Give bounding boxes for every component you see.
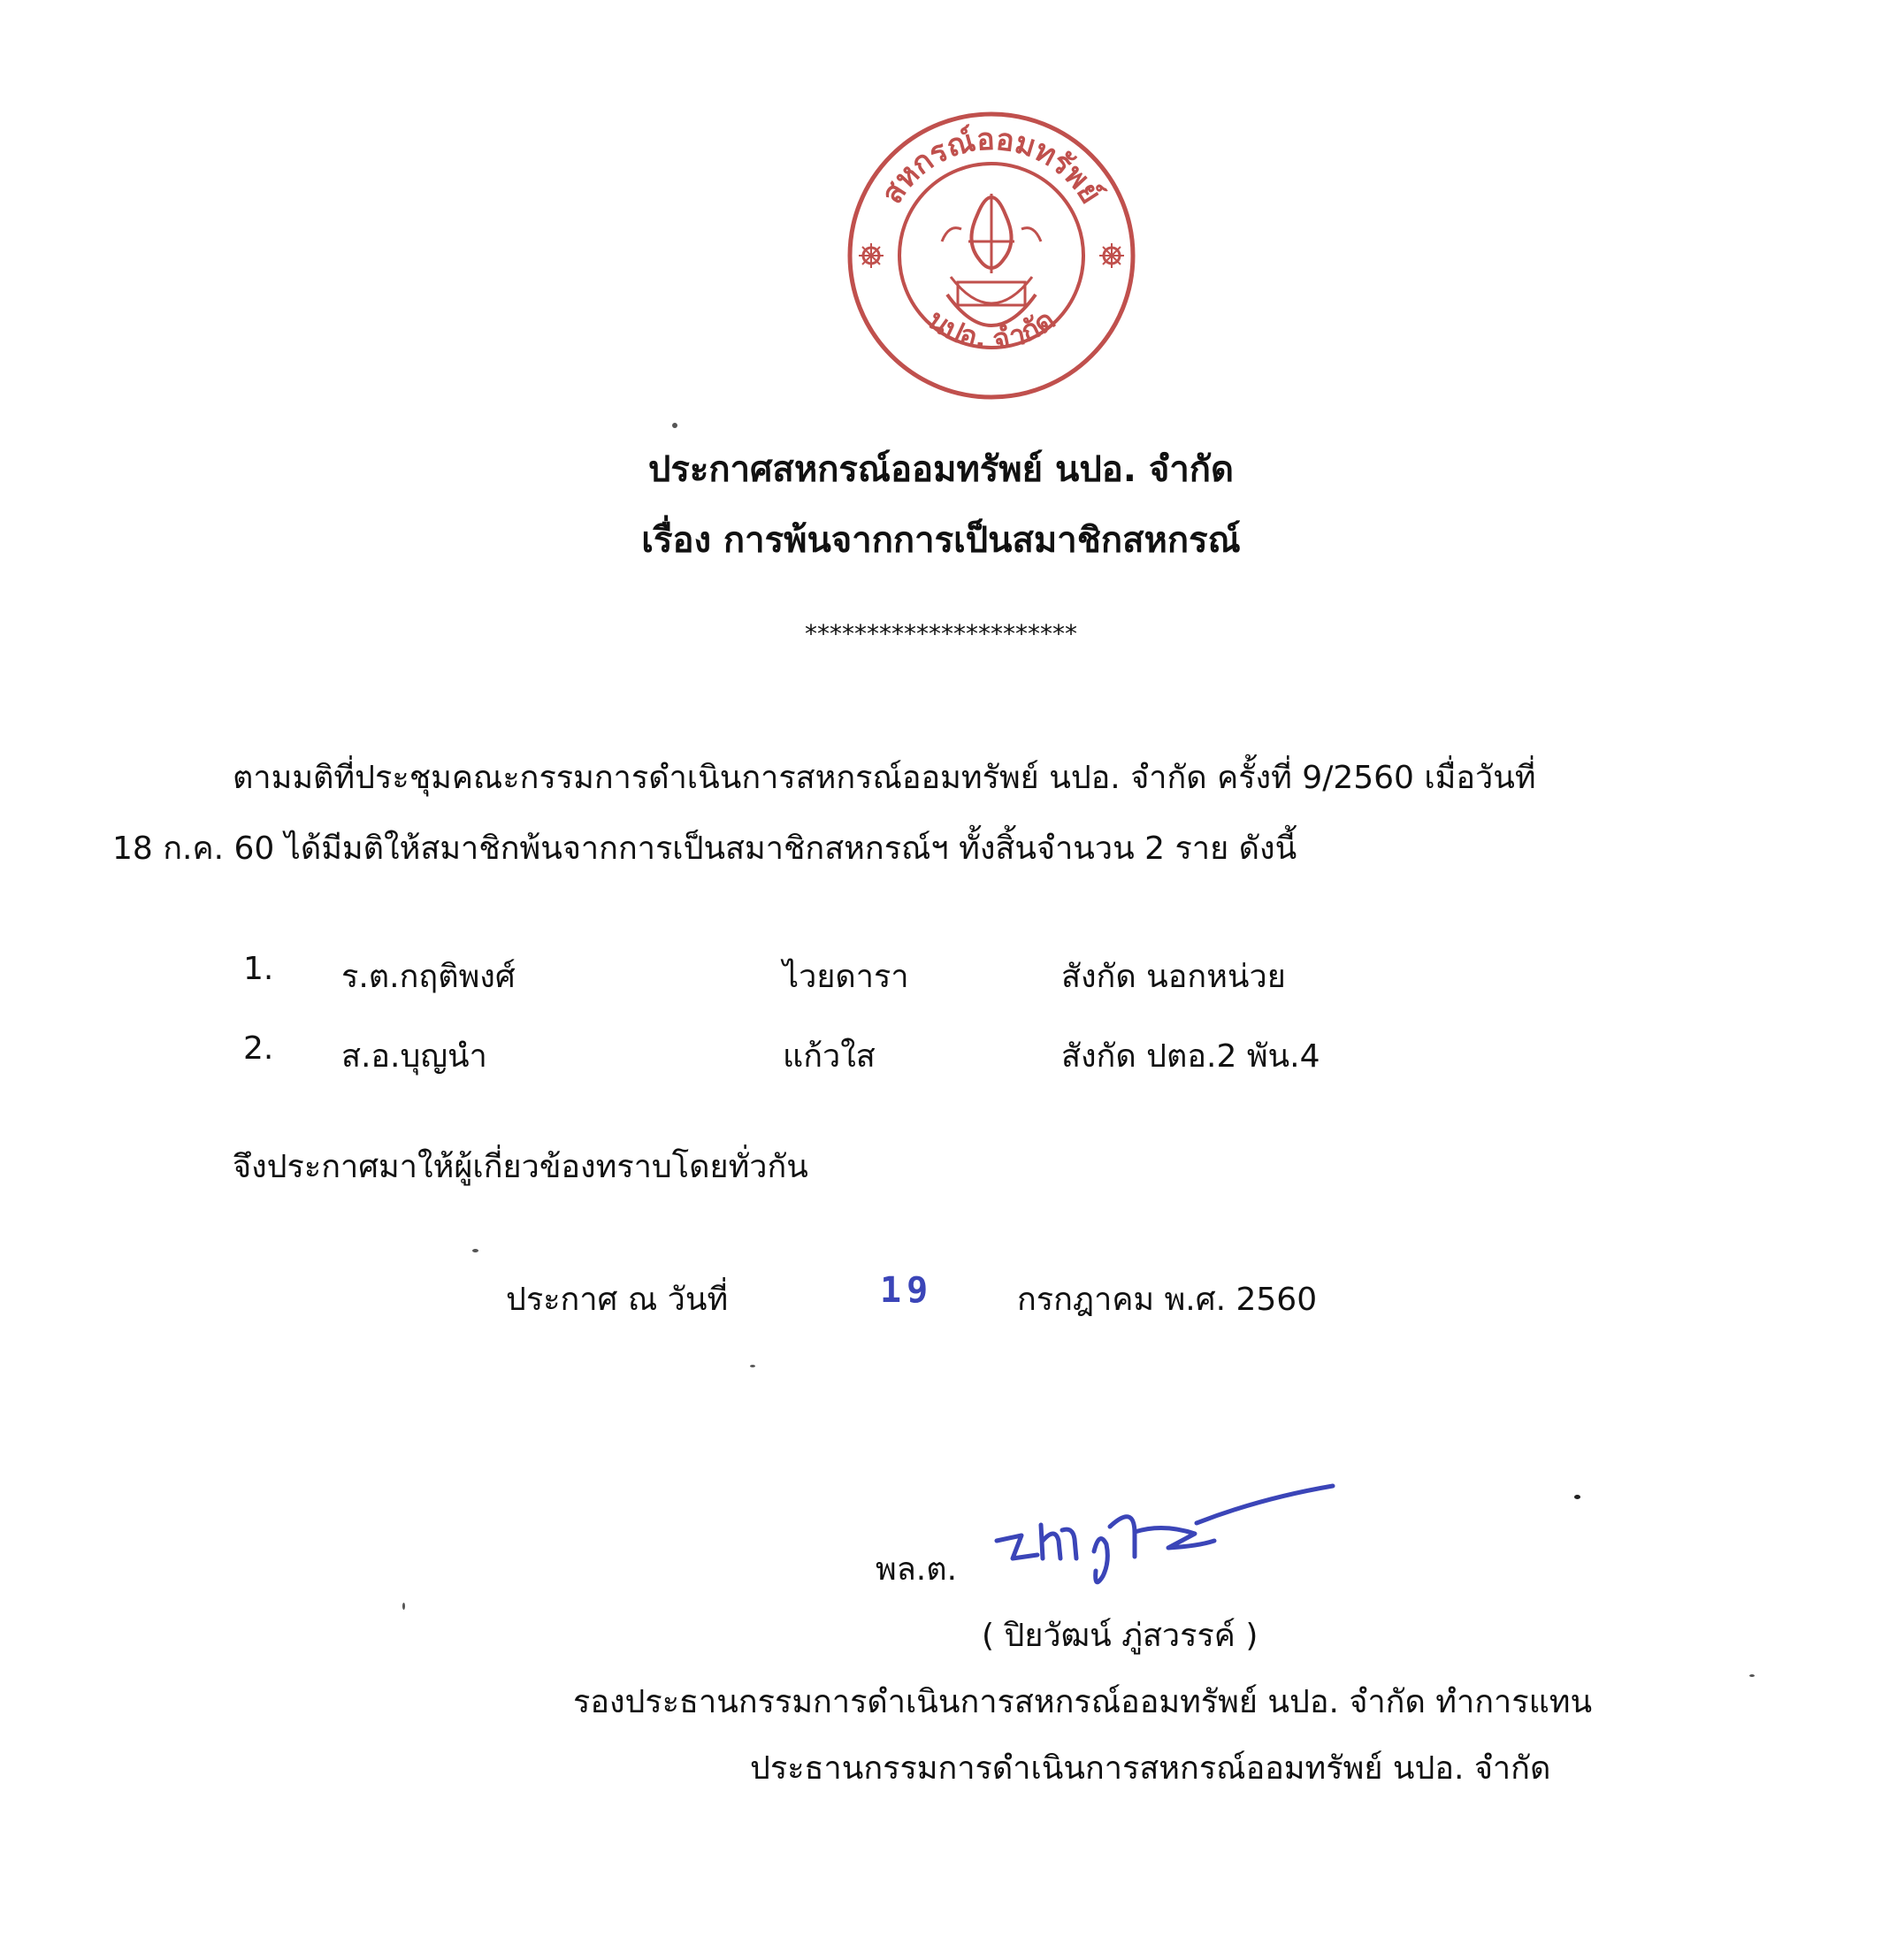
asterisk-separator: ********************** xyxy=(805,619,1077,648)
paragraph-line-2: 18 ก.ค. 60 ได้มีมติให้สมาชิกพ้นจากการเป็นสมาชิกสหกรณ์ฯ ทั้งสิ้นจำนวน 2 ราย ดังนี้ xyxy=(112,831,1297,867)
scan-speck xyxy=(402,1603,405,1610)
signatory-position-line-2: ประธานกรรมการดำเนินการสหกรณ์ออมทรัพย์ นปอ. จำกัด xyxy=(750,1750,1551,1787)
svg-text:สหกรณ์ออมทรัพย์: สหกรณ์ออมทรัพย์ xyxy=(874,121,1109,211)
member-last-name: แก้วใส xyxy=(783,1038,876,1075)
scan-speck xyxy=(672,423,677,428)
paragraph-line-1: ตามมติที่ประชุมคณะกรรมการดำเนินการสหกรณ์ออมทรัพย์ นปอ. จำกัด ครั้งที่ 9/2560 เมื่อวันที่ xyxy=(233,760,1536,796)
member-number: 1. xyxy=(243,951,274,987)
handwritten-signature xyxy=(986,1477,1340,1610)
announcement-title: ประกาศสหกรณ์ออมทรัพย์ นปอ. จำกัด xyxy=(648,449,1234,490)
svg-text:นปอ. จำกัด: นปอ. จำกัด xyxy=(921,302,1062,357)
member-unit: สังกัด นอกหน่วย xyxy=(1061,959,1286,995)
scan-speck xyxy=(1574,1495,1580,1499)
announcement-subject: เรื่อง การพ้นจากการเป็นสมาชิกสหกรณ์ xyxy=(641,520,1241,561)
date-month-year: กรกฎาคม พ.ศ. 2560 xyxy=(1017,1282,1318,1318)
signatory-rank: พล.ต. xyxy=(876,1551,958,1588)
signatory-name: ( ปิยวัฒน์ ภู่สวรรค์ ) xyxy=(982,1618,1258,1654)
date-prefix: ประกาศ ณ วันที่ xyxy=(506,1282,729,1318)
scan-speck xyxy=(1749,1674,1755,1677)
scan-speck xyxy=(472,1249,478,1252)
cooperative-seal-stamp xyxy=(845,109,1138,402)
member-first-name: ส.อ.บุญนำ xyxy=(341,1038,487,1075)
handwritten-day: 19 xyxy=(880,1270,934,1311)
member-number: 2. xyxy=(243,1030,274,1067)
signatory-position-line-1: รองประธานกรรมการดำเนินการสหกรณ์ออมทรัพย์ นปอ. จำกัด ทำการแทน xyxy=(573,1684,1593,1720)
scan-speck xyxy=(750,1365,755,1367)
member-unit: สังกัด ปตอ.2 พัน.4 xyxy=(1061,1038,1320,1075)
closing-statement: จึงประกาศมาให้ผู้เกี่ยวข้องทราบโดยทั่วกัน xyxy=(233,1149,808,1185)
member-first-name: ร.ต.กฤติพงศ์ xyxy=(341,959,516,995)
member-last-name: ไวยดารา xyxy=(783,959,909,995)
